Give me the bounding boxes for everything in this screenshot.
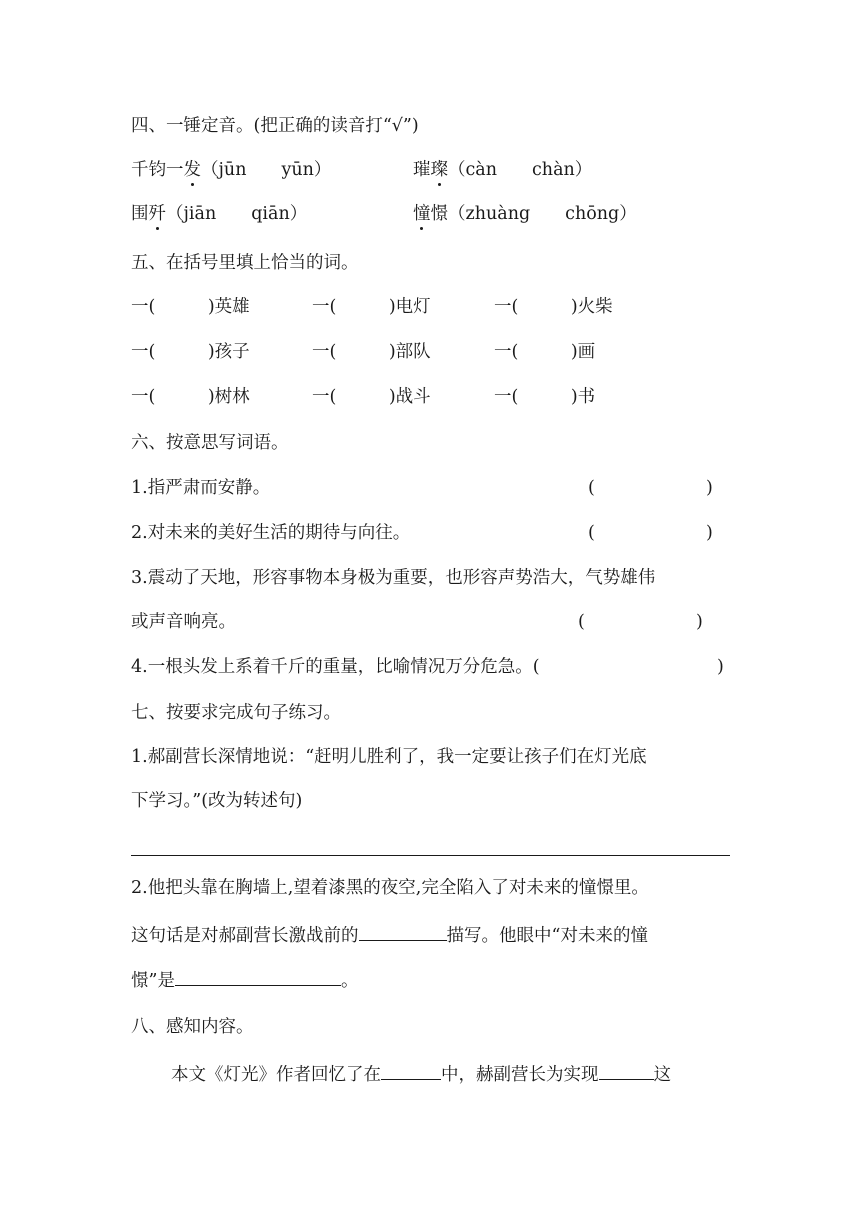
section5-heading: 五、在括号里填上恰当的词。 — [131, 253, 359, 273]
fill-item: 一( )树林 — [131, 387, 250, 407]
s7-question-1b: 下学习。”(改为转述句) — [131, 791, 303, 811]
s7-question-2a: 2.他把头靠在胸墙上,望着漆黑的夜空,完全陷入了对未来的憧憬里。 — [131, 878, 649, 898]
text-part: 中，赫副营长为实现 — [441, 1065, 599, 1085]
answer-blank — [359, 925, 447, 941]
text-part: 本文《灯光》作者回忆了在 — [171, 1065, 381, 1085]
fill-item: 一( )英雄 — [131, 297, 250, 317]
s7-question-2c — [131, 970, 358, 991]
answer-paren-close: ) — [706, 478, 713, 498]
section4-heading: 四、一锤定音。(把正确的读音打“√”) — [131, 116, 419, 136]
s7-question-2b — [131, 925, 648, 946]
fill-item: 一( )孩子 — [131, 342, 250, 362]
answer-paren-open: ( — [578, 612, 585, 632]
fill-item: 一( )书 — [494, 387, 596, 407]
pinyin-options: （jiān qiān） — [166, 204, 308, 224]
section7-heading: 七、按要求完成句子练习。 — [131, 703, 341, 723]
section6-heading: 六、按意思写词语。 — [131, 433, 289, 453]
word-part: 千钧一 — [131, 160, 184, 180]
pinyin-options: 憬（zhuàng chōng） — [430, 204, 637, 224]
text-part: 描写。他眼中“对未来的憧 — [446, 926, 648, 946]
answer-paren-close: ) — [706, 523, 713, 543]
text-part: 。 — [340, 971, 359, 991]
answer-line — [131, 855, 730, 856]
pinyin-row-1a — [131, 162, 331, 180]
word-part: 围 — [131, 204, 149, 224]
text-part: 憬”是 — [131, 971, 175, 991]
word-part: 璀 — [413, 160, 431, 180]
pinyin-options: （càn chàn） — [448, 160, 593, 180]
s6-question-2: 2.对未来的美好生活的期待与向往。 — [131, 523, 411, 543]
s6-question-3a: 3.震动了天地，形容事物本身极为重要，也形容声势浩大，气势雄伟 — [131, 568, 656, 588]
dotted-char: 发 — [183, 160, 201, 180]
answer-blank — [175, 970, 341, 986]
answer-paren-open: ( — [588, 478, 595, 498]
fill-item: 一( )火柴 — [494, 297, 613, 317]
dotted-char: 璨 — [430, 160, 448, 180]
pinyin-row-1b — [413, 162, 592, 180]
text-part: 这 — [653, 1065, 671, 1085]
answer-paren-close: ) — [717, 657, 724, 677]
answer-paren-open: ( — [588, 523, 595, 543]
answer-blank — [381, 1064, 441, 1080]
section8-heading: 八、感知内容。 — [131, 1017, 254, 1037]
s8-paragraph — [171, 1064, 671, 1085]
fill-item: 一( )电灯 — [312, 297, 431, 317]
answer-paren-close: ) — [696, 612, 703, 632]
dotted-char: 歼 — [148, 204, 166, 224]
s6-question-4: 4.一根头发上系着千斤的重量，比喻情况万分危急。( — [131, 657, 540, 677]
fill-item: 一( )战斗 — [312, 387, 431, 407]
pinyin-row-2b — [413, 206, 637, 224]
pinyin-row-2a — [131, 206, 307, 224]
fill-item: 一( )部队 — [312, 342, 431, 362]
text-part: 这句话是对郝副营长激战前的 — [131, 926, 359, 946]
dotted-char: 憧 — [413, 204, 431, 224]
fill-item: 一( )画 — [494, 342, 596, 362]
pinyin-options: （jūn yūn） — [201, 160, 332, 180]
s7-question-1a: 1.郝副营长深情地说：“赶明儿胜利了，我一定要让孩子们在灯光底 — [131, 747, 647, 767]
s6-question-3b: 或声音响亮。 — [131, 612, 236, 632]
s6-question-1: 1.指严肃而安静。 — [131, 478, 271, 498]
answer-blank — [599, 1064, 654, 1080]
